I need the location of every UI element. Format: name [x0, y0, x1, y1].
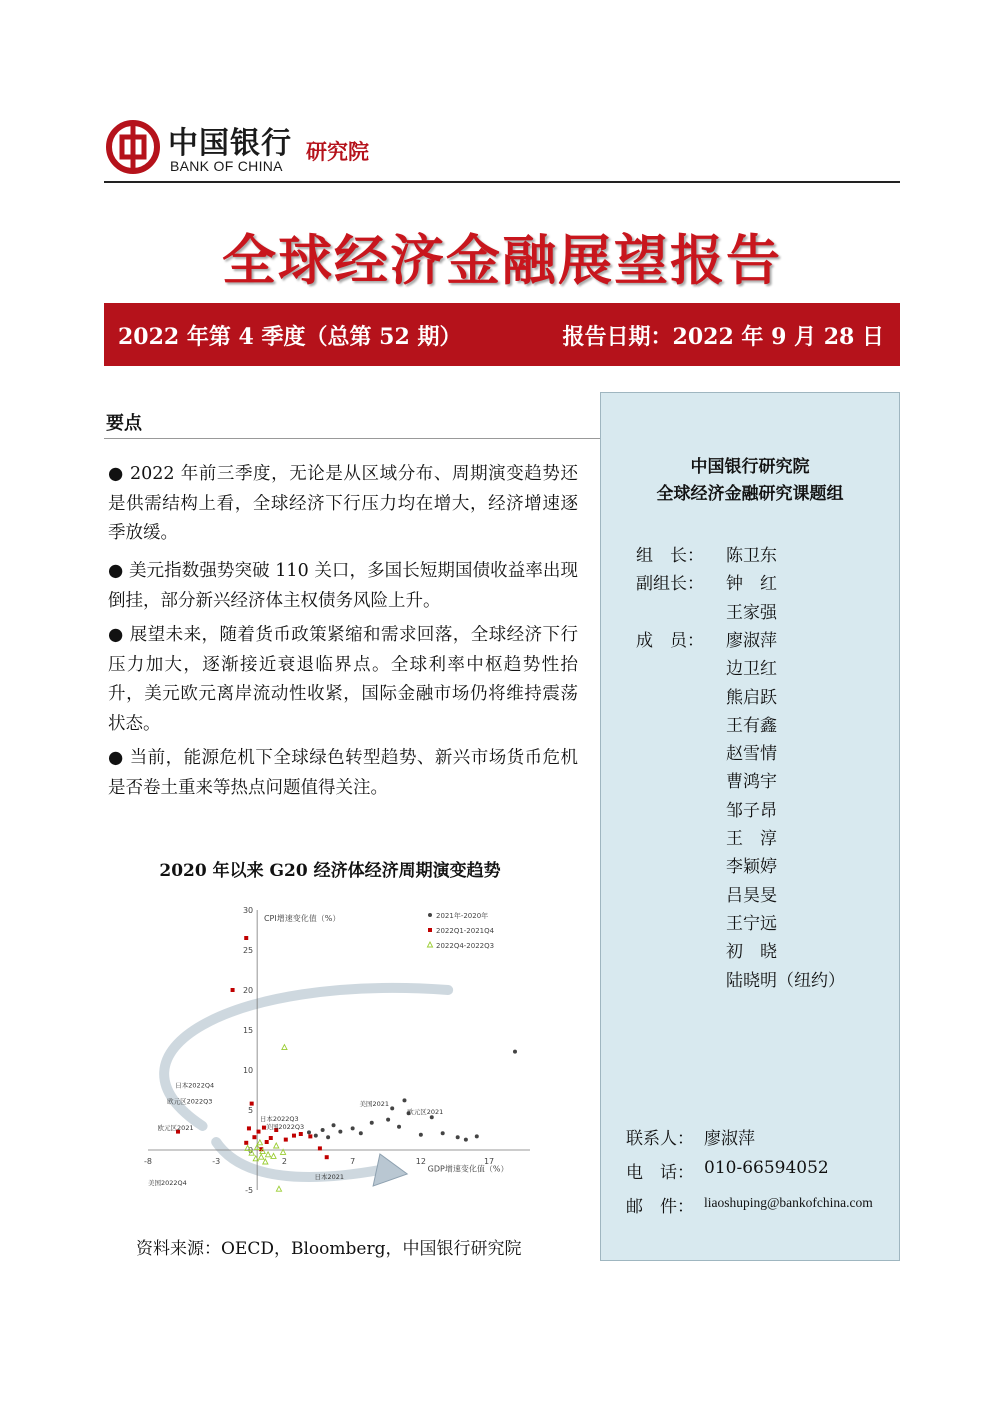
- data-point: [475, 1134, 479, 1138]
- legend-marker: [428, 913, 432, 917]
- data-point: [263, 1159, 268, 1164]
- x-tick-label: 12: [415, 1157, 426, 1166]
- team-member-name: 王 淳: [726, 829, 777, 849]
- data-point: [253, 1156, 258, 1161]
- research-institute-name: 中国银行研究院: [690, 457, 810, 477]
- team-member-name: 李颖婷: [726, 857, 777, 878]
- team-member-name: 王有鑫: [726, 715, 777, 736]
- logo-english-name: BANK OF CHINA: [170, 158, 283, 174]
- contact-phone-value: 010-66594052: [704, 1158, 829, 1178]
- data-point: [370, 1121, 374, 1125]
- y-tick-label: 15: [242, 1026, 254, 1035]
- data-point: [265, 1152, 270, 1157]
- legend-label: 2021年-2020年: [436, 912, 489, 920]
- point-annotation: 日本2021: [314, 1172, 344, 1181]
- team-member-name: 陆晓明（纽约）: [726, 970, 845, 991]
- cycle-scatter-chart: [130, 890, 550, 1210]
- institute-label: 研究院: [306, 139, 369, 164]
- team-member-name: 钟 红: [726, 574, 777, 595]
- point-annotation: 美国2022Q3: [265, 1123, 305, 1132]
- logo-chinese-name: 中国银行: [168, 126, 292, 161]
- data-point: [257, 1140, 262, 1145]
- contact-email-label: 邮 件：: [626, 1197, 694, 1217]
- data-point: [338, 1130, 342, 1134]
- data-point: [397, 1125, 401, 1129]
- x-tick-label: 17: [483, 1157, 495, 1166]
- report-title: 全球经济金融展望报告: [222, 228, 782, 292]
- x-tick-label: -8: [144, 1157, 152, 1166]
- data-point: [231, 988, 235, 992]
- data-point: [271, 1153, 276, 1158]
- point-annotation: 日本2022Q3: [259, 1115, 299, 1124]
- data-point: [321, 1128, 325, 1132]
- point-annotation: 欧元区2022Q3: [167, 1097, 213, 1106]
- data-point: [314, 1134, 318, 1138]
- data-point: [265, 1140, 269, 1144]
- data-point: [244, 936, 248, 940]
- data-point: [247, 1126, 251, 1130]
- y-tick-label: 5: [248, 1106, 254, 1115]
- y-tick-label: -5: [245, 1186, 254, 1195]
- data-point: [257, 1130, 261, 1134]
- data-point: [456, 1135, 460, 1139]
- x-tick-label: -3: [212, 1157, 221, 1166]
- legend-label: 2022Q1-2021Q4: [436, 927, 495, 935]
- data-point: [244, 1141, 248, 1145]
- data-point: [274, 1143, 279, 1148]
- y-tick-label: 25: [242, 946, 254, 955]
- legend-marker: [427, 942, 432, 947]
- contact-email-value[interactable]: liaoshuping@bankofchina.com: [704, 1195, 873, 1210]
- bank-logo-icon: [106, 120, 160, 174]
- data-point: [464, 1138, 468, 1142]
- contact-person-label: 联系人：: [626, 1129, 694, 1149]
- team-member-name: 赵雪情: [726, 744, 777, 765]
- data-point: [402, 1098, 406, 1102]
- research-group-name: 全球经济金融研究课题组: [656, 484, 844, 504]
- data-point: [513, 1050, 517, 1054]
- key-points-heading: 要点: [106, 413, 142, 434]
- data-point: [299, 1132, 303, 1136]
- data-point: [325, 1155, 329, 1159]
- data-point: [326, 1135, 330, 1139]
- data-point: [308, 1134, 312, 1138]
- data-point: [282, 1045, 287, 1050]
- y-tick-label: 20: [242, 986, 254, 995]
- point-annotation: 欧元区2021: [157, 1124, 194, 1132]
- data-point: [332, 1123, 336, 1127]
- issue-number: 2022 年第 4 季度（总第 52 期）: [118, 324, 462, 350]
- team-member-name: 邹子昂: [726, 800, 777, 821]
- key-points-divider: [104, 438, 600, 439]
- key-point-paragraph: ● 2022 年前三季度，无论是从区域分布、周期演变趋势还是供需结构上看，全球经济下行压力均在增大，经济增速逐季放缓。: [108, 464, 578, 543]
- data-point: [359, 1131, 363, 1135]
- data-point: [419, 1133, 423, 1137]
- legend-label: 2022Q4-2022Q3: [436, 942, 495, 950]
- team-role-label: 组 长：: [636, 546, 704, 566]
- team-member-name: 王家强: [726, 602, 777, 623]
- data-point: [259, 1154, 264, 1159]
- data-point: [386, 1118, 390, 1122]
- x-axis-label: GDP增速变化值（%）: [427, 1164, 509, 1174]
- point-annotation: 美国2021: [359, 1100, 390, 1108]
- y-tick-label: 30: [242, 906, 254, 915]
- y-tick-label: 10: [242, 1066, 254, 1075]
- data-point: [441, 1131, 445, 1135]
- team-member-name: 初 晓: [726, 942, 777, 963]
- x-tick-label: 7: [350, 1157, 356, 1166]
- y-tick-label: 0: [248, 1146, 254, 1155]
- team-member-name: 陈卫东: [726, 546, 777, 566]
- contact-phone-label: 电 话：: [626, 1163, 694, 1183]
- point-annotation: 日本2022Q4: [175, 1081, 215, 1090]
- team-role-label: 副组长：: [636, 574, 704, 595]
- team-member-name: 王宁远: [726, 913, 777, 934]
- key-point-paragraph: ● 当前，能源危机下全球绿色转型趋势、新兴市场货币危机是否卷土重来等热点问题值得关注。: [108, 748, 578, 798]
- chart-title: 2020 年以来 G20 经济体经济周期演变趋势: [159, 861, 501, 881]
- point-annotation: 欧元区2021: [407, 1108, 444, 1116]
- point-annotation: 美国2022Q4: [148, 1179, 187, 1188]
- data-point: [250, 1102, 254, 1106]
- report-date: 报告日期：2022 年 9 月 28 日: [562, 324, 884, 350]
- trend-arrowhead: [373, 1154, 407, 1186]
- team-member-name: 曹鸿宇: [726, 772, 777, 793]
- contact-person-value: 廖淑萍: [704, 1129, 755, 1149]
- legend-marker: [428, 928, 432, 932]
- data-point: [276, 1186, 281, 1191]
- x-tick-label: 2: [281, 1157, 287, 1166]
- team-member-name: 吕昊旻: [726, 885, 777, 906]
- y-axis-label: CPI增速变化值（%）: [263, 914, 341, 924]
- team-role-label: 成 员：: [636, 630, 704, 651]
- team-member-name: 熊启跃: [726, 687, 777, 708]
- chart-source: 资料来源：OECD，Bloomberg，中国银行研究院: [136, 1239, 522, 1259]
- data-point: [390, 1106, 394, 1110]
- data-point: [318, 1146, 322, 1150]
- team-member-name: 边卫红: [726, 659, 777, 680]
- key-point-paragraph: ● 美元指数强势突破 110 关口，多国长短期国债收益率出现倒挂，部分新兴经济体主权债务风险上升。: [108, 561, 578, 611]
- team-member-name: 廖淑萍: [726, 630, 777, 651]
- data-point: [284, 1138, 288, 1142]
- header-divider: [104, 181, 900, 183]
- data-point: [292, 1134, 296, 1138]
- data-point: [351, 1126, 355, 1130]
- data-point: [307, 1130, 311, 1134]
- key-point-paragraph: ● 展望未来，随着货币政策紧缩和需求回落，全球经济下行压力加大，逐渐接近衰退临界点。全球利率中枢趋势性抬升，美元欧元离岸流动性收紧，国际金融市场仍将维持震荡状态。: [108, 625, 578, 734]
- data-point: [252, 1135, 256, 1139]
- data-point: [269, 1136, 273, 1140]
